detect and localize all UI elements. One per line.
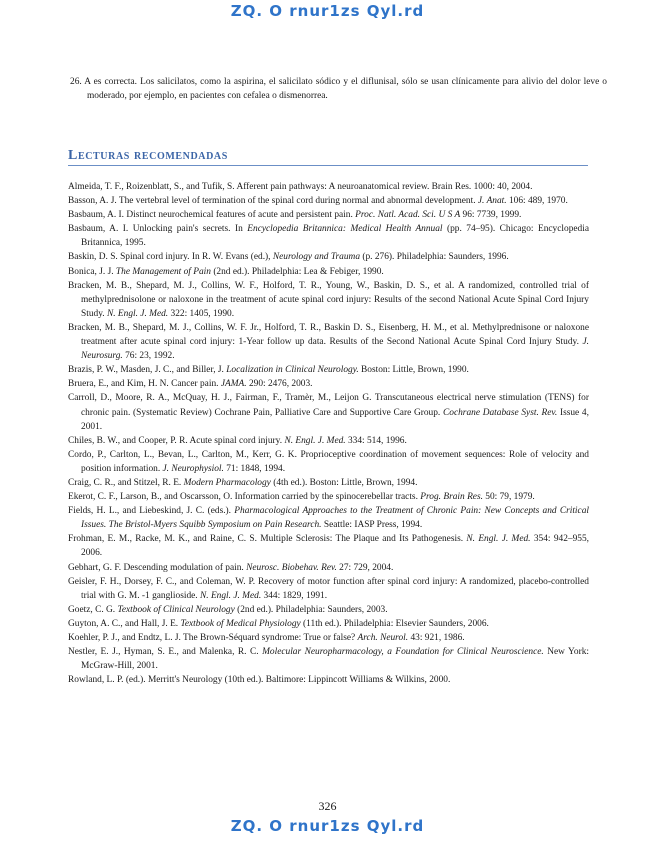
reference-source: Localization in Clinical Neurology. bbox=[226, 365, 359, 376]
reference-item bbox=[68, 448, 589, 476]
reference-text: Gebhart, G. F. Descending modulation of pain. bbox=[68, 562, 247, 573]
reference-source: Pharmacological Approaches to the Treatment of Chronic Pain: New Concepts and Critical Issues. The Bristol-Myers Squibb Symposium on Pain Research. bbox=[81, 506, 589, 531]
reference-details: 290: 2476, 2003. bbox=[246, 379, 313, 390]
reference-text: Almeida, T. F., Roizenblatt, S., and Tufik, S. Afferent pain pathways: A neuroanatomical review. Brain Res. 1000: 40, 2004. bbox=[68, 182, 533, 192]
reference-details: 354: 942–955, 2006. bbox=[81, 534, 589, 559]
reference-source: N. Engl. J. Med. bbox=[284, 435, 346, 446]
reference-source: Cochrane Database Syst. Rev. bbox=[443, 407, 558, 418]
reference-source: N. Engl. J. Med. bbox=[466, 534, 531, 545]
reference-item bbox=[68, 194, 589, 208]
reference-source: J. Neurosurg. bbox=[81, 337, 589, 362]
reference-text: Basbaum, A. I. Unlocking pain's secrets. In bbox=[68, 224, 248, 235]
reference-text: Nestler, E. J., Hyman, S. E., and Malenka, R. C. bbox=[68, 647, 263, 658]
reference-source: Encyclopedia Britannica: Medical Health Annual bbox=[247, 224, 443, 235]
reference-details: 71: 1848, 1994. bbox=[223, 463, 286, 474]
reference-text: Chiles, B. W., and Cooper, P. R. Acute spinal cord injury. bbox=[68, 435, 285, 446]
reference-text: Bracken, M. B., Shepard, M. J., Collins, W. F. Jr., Holford, T. R., Baskin D. S., Eisenberg, H. M., et al. Methylprednisone or naloxone treatment after acute spinal cord injury: 1-Year follow up data. Results of the Second National Acute Spinal Cord Injury Study. bbox=[68, 322, 589, 348]
reference-item bbox=[68, 222, 589, 250]
reference-text: Rowland, L. P. (ed.). Merritt's Neurology (10th ed.). Baltimore: Lippincott Williams & Wilkins, 2000. bbox=[68, 675, 451, 686]
reference-details: (pp. 74–95). Chicago: Encyclopedia Britannica, 1995. bbox=[81, 224, 590, 249]
reference-details: 106: 489, 1970. bbox=[506, 196, 568, 207]
reference-details: 76: 23, 1992. bbox=[122, 351, 175, 362]
reference-item bbox=[68, 490, 589, 504]
reference-details: Seattle: IASP Press, 1994. bbox=[321, 520, 423, 531]
reference-item bbox=[68, 377, 589, 391]
reference-item bbox=[68, 363, 589, 377]
reference-text: Basson, A. J. The vertebral level of termination of the spinal cord during normal and abnormal development. bbox=[68, 196, 478, 207]
reference-item bbox=[68, 250, 589, 264]
reference-item bbox=[68, 391, 589, 433]
reference-details: 50: 79, 1979. bbox=[482, 492, 535, 503]
reference-item bbox=[68, 265, 589, 279]
reference-item bbox=[68, 561, 589, 575]
reference-details: 344: 1829, 1991. bbox=[261, 590, 328, 601]
reference-source: JAMA. bbox=[220, 379, 247, 390]
reference-text: Ekerot, C. F., Larson, B., and Oscarsson, O. Information carried by the spinocerebellar tracts. bbox=[68, 492, 421, 503]
watermark-top: ZQ. O rnur1zs Qyl.rd bbox=[230, 2, 425, 20]
reference-item bbox=[68, 631, 589, 645]
reference-source: The Management of Pain bbox=[115, 266, 211, 277]
section-heading: Lecturas recomendadas bbox=[68, 148, 588, 166]
reference-source: Proc. Natl. Acad. Sci. U S A bbox=[355, 210, 461, 221]
reference-details: 322: 1405, 1990. bbox=[168, 308, 235, 319]
reference-text: Bonica, J. J. bbox=[68, 266, 116, 277]
reference-details: (p. 276). Philadelphia: Saunders, 1996. bbox=[360, 252, 509, 263]
reference-details: New York: McGraw-Hill, 2001. bbox=[81, 647, 589, 672]
reference-text: Basbaum, A. I. Distinct neurochemical features of acute and persistent pain. bbox=[68, 210, 356, 221]
reference-details: 334: 514, 1996. bbox=[345, 435, 407, 446]
reference-details: 27: 729, 2004. bbox=[336, 562, 394, 573]
reference-item bbox=[68, 208, 589, 222]
reference-source: J. Anat. bbox=[477, 196, 507, 207]
reference-item bbox=[68, 617, 589, 631]
reference-list bbox=[68, 180, 589, 687]
reference-text: Geisler, F. H., Dorsey, F. C., and Coleman, W. P. Recovery of motor function after spinal cord injury: A randomized, placebo-controlled trial with G. M. -1 ganglioside. bbox=[68, 576, 589, 601]
reference-item bbox=[68, 321, 589, 363]
reference-item bbox=[68, 504, 589, 532]
reference-details: (4th ed.). Boston: Little, Brown, 1994. bbox=[270, 477, 418, 488]
reference-item bbox=[68, 434, 589, 448]
reference-text: Frohman, E. M., Racke, M. K., and Raine, C. S. Multiple Sclerosis: The Plaque and Its Pathogenesis. bbox=[68, 534, 467, 545]
reference-details: (11th ed.). Philadelphia: Elsevier Saunders, 2006. bbox=[300, 618, 489, 629]
reference-source: N. Engl. J. Med. bbox=[200, 590, 262, 601]
reference-source: Prog. Brain Res. bbox=[420, 492, 483, 503]
reference-item bbox=[68, 603, 589, 617]
reference-source: J. Neurophysiol. bbox=[162, 463, 224, 474]
reference-text: Goetz, C. G. bbox=[68, 604, 118, 615]
reference-text: Cordo, P., Carlton, L., Bevan, L., Carlton, M., Kerr, G. K. Proprioceptive coordination of movement sequences: Role of velocity and position information. bbox=[68, 449, 589, 474]
reference-item bbox=[68, 575, 589, 603]
reference-source: Neurosc. Biobehav. Rev. bbox=[246, 562, 337, 573]
reference-text: Baskin, D. S. Spinal cord injury. In R. W. Evans (ed.), bbox=[68, 252, 273, 263]
reference-item bbox=[68, 180, 589, 194]
reference-item bbox=[68, 279, 589, 321]
reference-text: Craig, C. R., and Stitzel, R. E. bbox=[68, 477, 184, 488]
reference-source: Textbook of Medical Physiology bbox=[180, 618, 301, 629]
reference-text: Fields, H. L., and Liebeskind, J. C. (eds.). bbox=[68, 506, 235, 517]
reference-source: Arch. Neurol. bbox=[357, 633, 409, 643]
reference-details: (2nd ed.). Philadelphia: Lea & Febiger, 1990. bbox=[210, 266, 384, 277]
reference-item bbox=[68, 673, 589, 687]
reference-details: Boston: Little, Brown, 1990. bbox=[358, 365, 469, 376]
reference-source: Textbook of Clinical Neurology bbox=[117, 604, 235, 615]
reference-text: Bracken, M. B., Shepard, M. J., Collins, W. F., Holford, T. R., Young, W., Baskin, D. S., et al. A randomized, controlled trial of methylprednisolone or naloxone in the treatment of acute spinal cord injury: Results of the second National Acute Spinal Cord Injury Study. bbox=[68, 280, 589, 319]
reference-source: N. Engl. J. Med. bbox=[106, 308, 169, 319]
reference-source: Neurology and Trauma bbox=[272, 252, 361, 263]
reference-details: Issue 4, 2001. bbox=[81, 407, 589, 432]
reference-source: Modern Pharmacology bbox=[183, 477, 271, 488]
reference-text: Bruera, E., and Kim, H. N. Cancer pain. bbox=[68, 379, 221, 390]
answer-26: 26. A es correcta. Los salicilatos, como la aspirina, el salicilato sódico y el diflunisal, sólo se usan clínicamente para alivio del dolor leve o moderado, por ejemplo, en pacientes con cefalea o dismenorrea. bbox=[70, 77, 607, 102]
reference-item bbox=[68, 645, 589, 673]
reference-text: Carroll, D., Moore, R. A., McQuay, H. J., Fairman, F., Tramèr, M., Leijon G. Transcutaneous electrical nerve stimulation (TENS) for chronic pain. (Systematic Review) Cochrane Pain, Palliative Care and Supportive Care Group. bbox=[68, 393, 589, 418]
reference-details: (2nd ed.). Philadelphia: Saunders, 2003. bbox=[234, 604, 388, 615]
reference-item bbox=[68, 532, 589, 560]
reference-text: Koehler, P. J., and Endtz, L. J. The Brown-Séquard syndrome: True or false? bbox=[68, 633, 358, 643]
reference-details: 96: 7739, 1999. bbox=[460, 210, 522, 221]
reference-text: Brazis, P. W., Masden, J. C., and Biller, J. bbox=[68, 365, 227, 376]
reference-details: 43: 921, 1986. bbox=[408, 633, 465, 643]
reference-source: Molecular Neuropharmacology, a Foundation for Clinical Neuroscience. bbox=[262, 647, 544, 658]
watermark-bottom: ZQ. O rnur1zs Qyl.rd bbox=[230, 817, 425, 835]
page-number: 326 bbox=[318, 799, 337, 813]
reference-item bbox=[68, 476, 589, 490]
reference-text: Guyton, A. C., and Hall, J. E. bbox=[68, 618, 181, 629]
